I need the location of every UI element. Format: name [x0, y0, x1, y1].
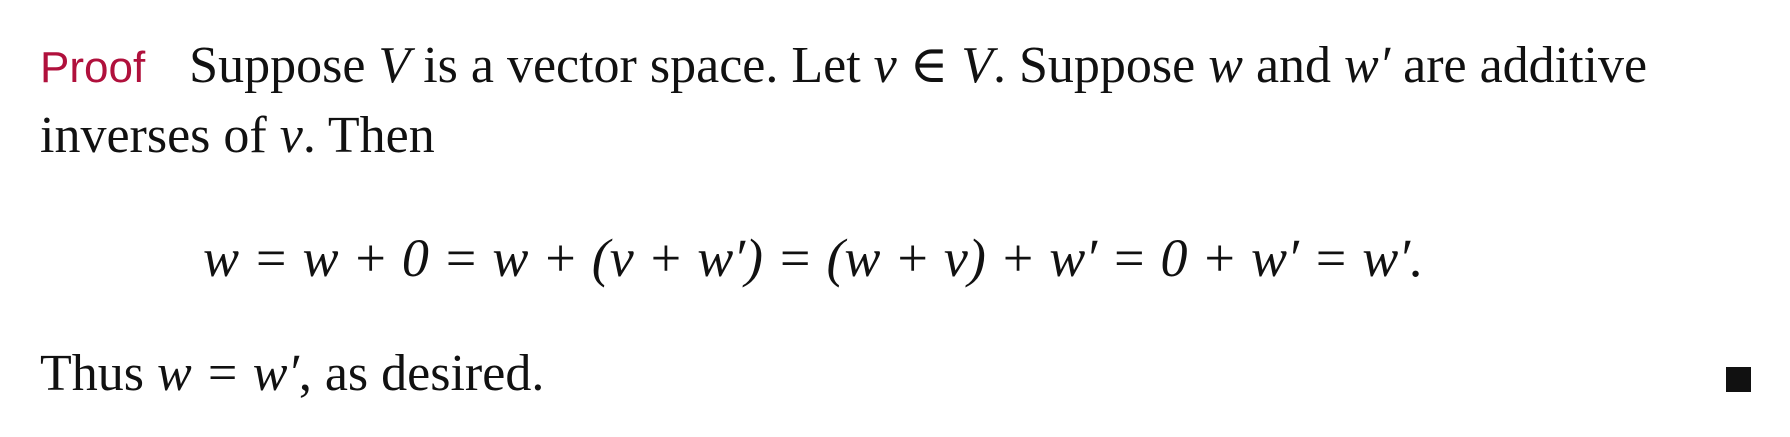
text-thus: Thus: [40, 345, 144, 402]
text-then: . Then: [302, 107, 435, 164]
text-inverses-of: inverses of: [40, 107, 267, 164]
math-w: w: [1208, 37, 1243, 94]
display-equation: w = w + 0 = w + (v + w′) = (w + v) + w′ = 0 + w′ = w′.: [203, 228, 1424, 288]
math-V: V: [378, 37, 411, 94]
proof-conclusion: [40, 344, 544, 404]
text-are-additive: are additive: [1403, 37, 1648, 94]
text-as-desired: , as desired.: [298, 345, 545, 402]
text-suppose-2: . Suppose: [993, 37, 1196, 94]
math-V-2: V: [961, 37, 994, 94]
text-and: and: [1255, 37, 1332, 94]
proof-label: Proof: [40, 43, 146, 92]
math-v-2: v: [279, 107, 303, 164]
math-conclusion: w = w′: [157, 345, 299, 402]
math-w-prime: w′: [1344, 37, 1391, 94]
proof-line-2: [40, 106, 435, 166]
math-elem-of: ∈: [909, 37, 949, 94]
proof-line-1: [40, 36, 1760, 98]
text-vector-space: is a vector space. Let: [423, 37, 861, 94]
text-suppose: Suppose: [189, 37, 366, 94]
math-v: v: [873, 37, 897, 94]
qed-square-icon: [1726, 367, 1751, 392]
